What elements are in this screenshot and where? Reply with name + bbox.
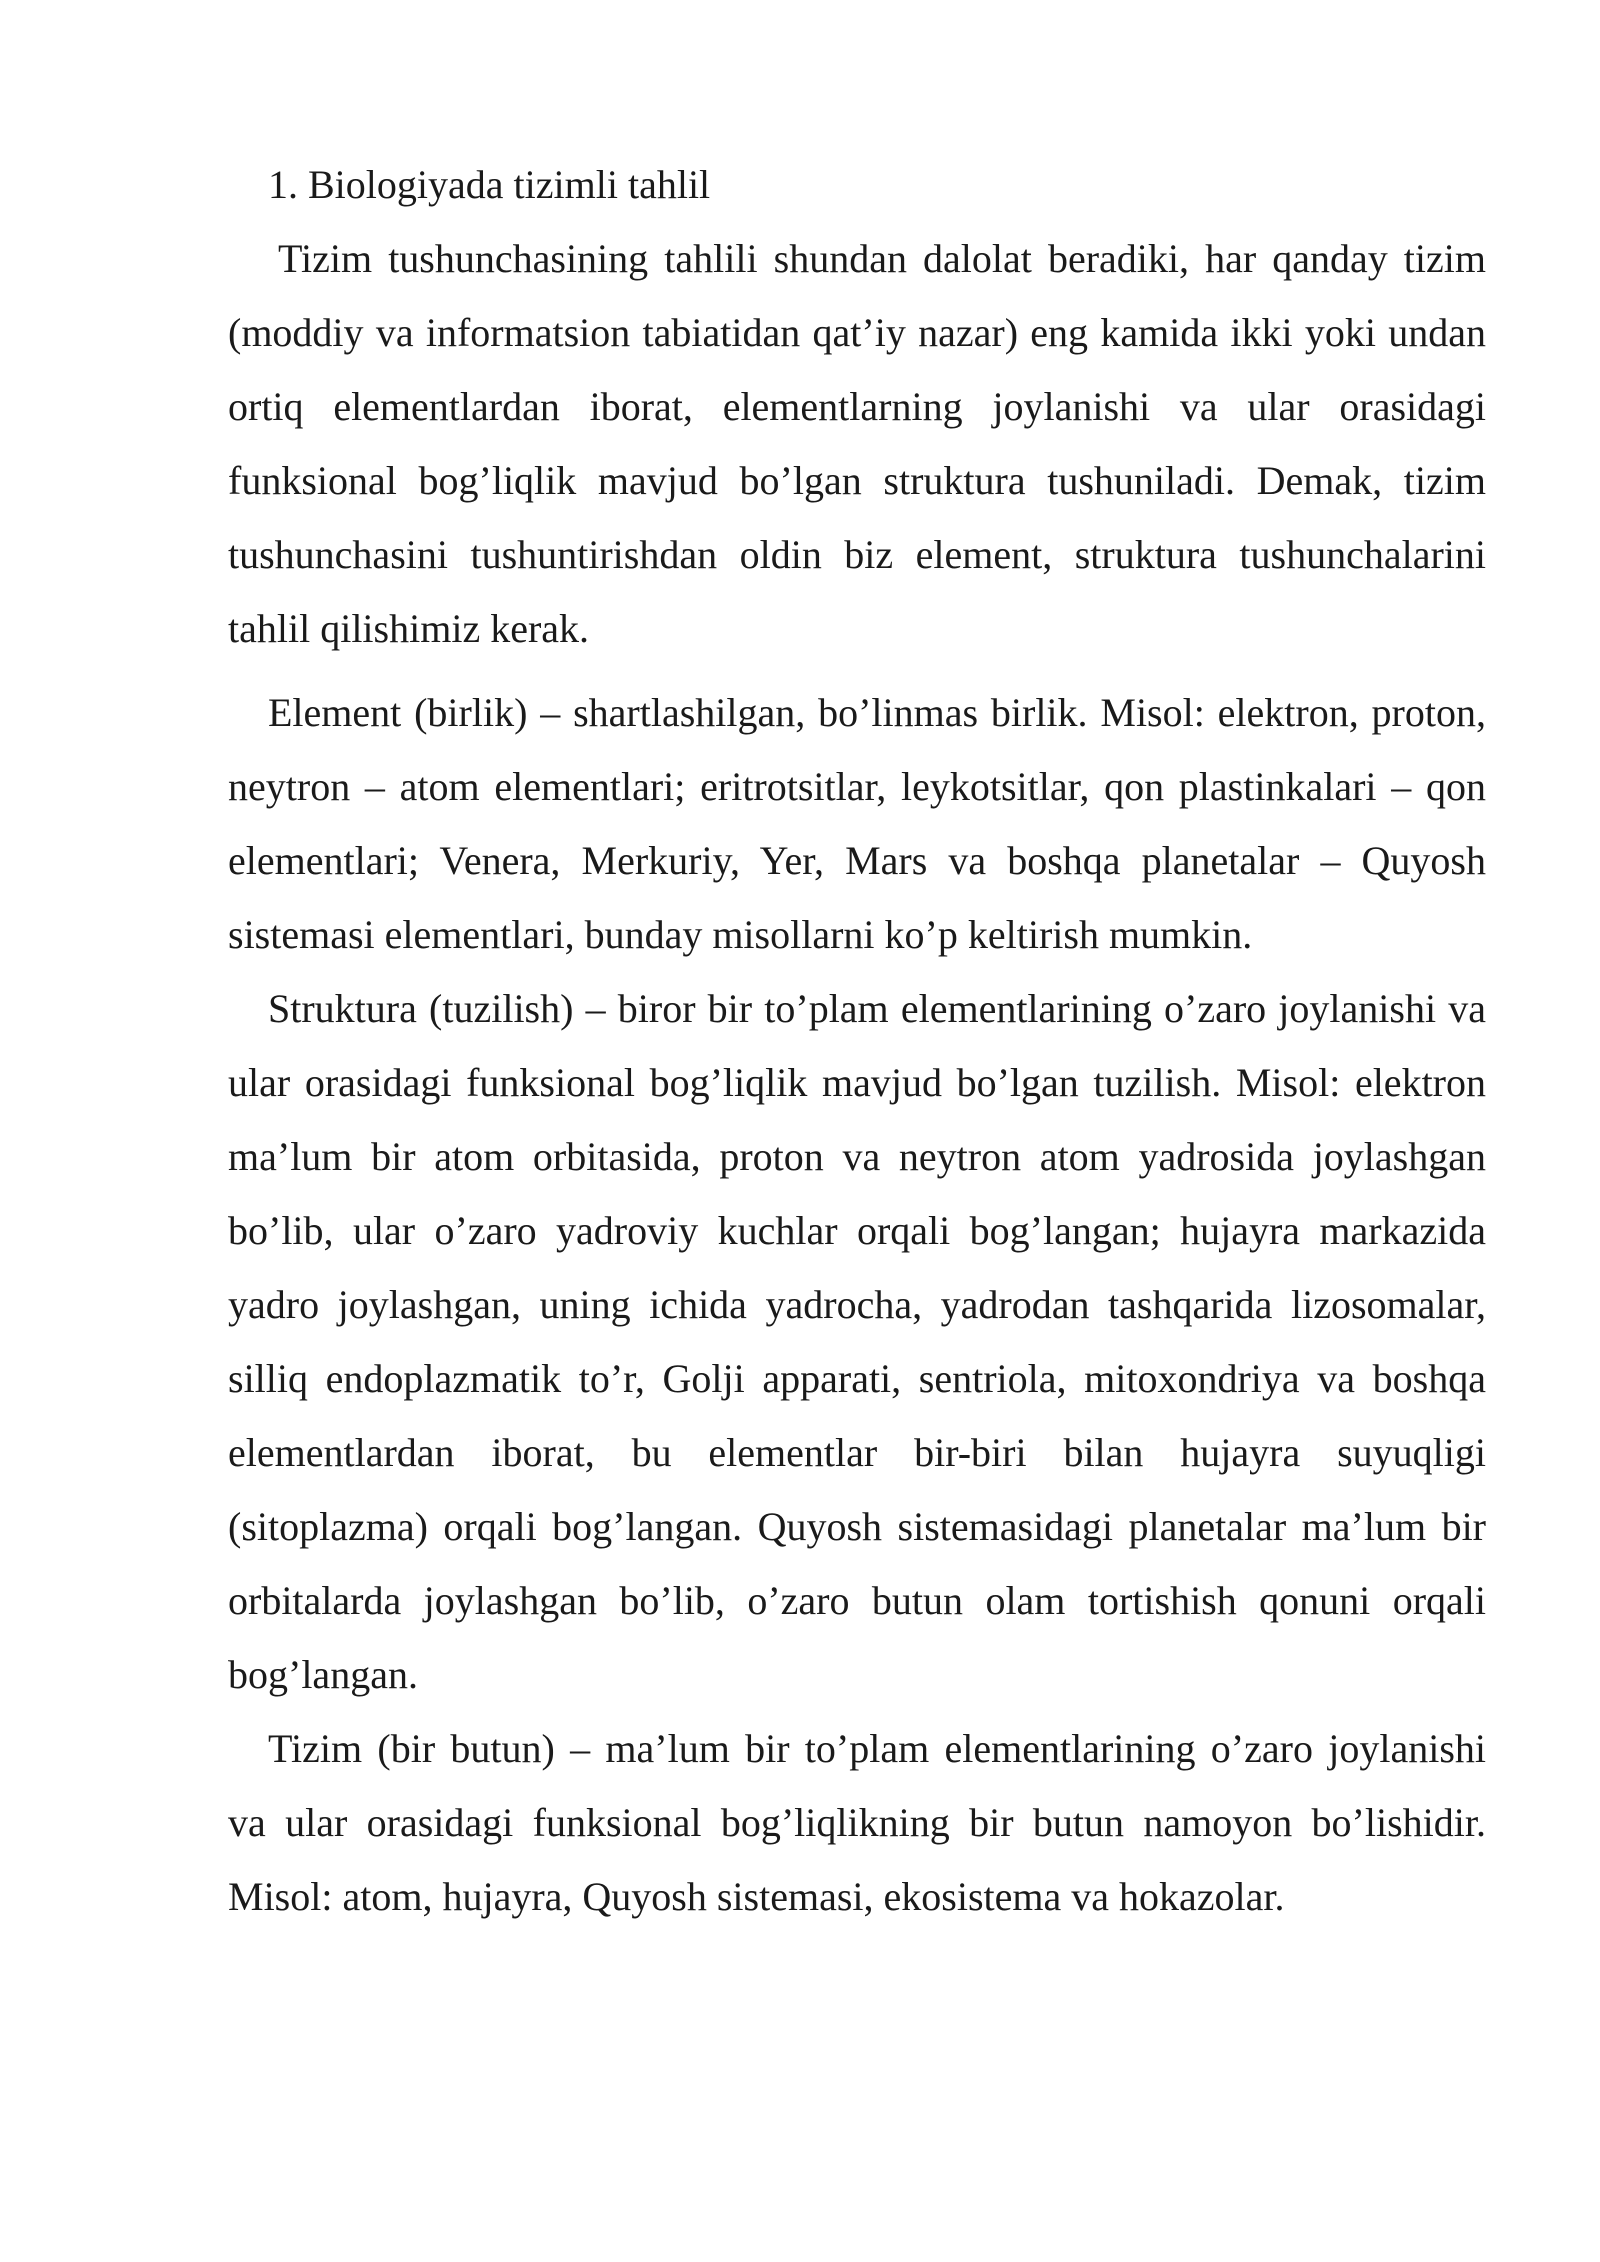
section-heading: 1. Biologiyada tizimli tahlil — [268, 162, 711, 207]
paragraph-system-concept: Tizim tushunchasining tahlili shundan dalolat beradiki, har qanday tizim (moddiy va informatsion tabiatidan qat’iy nazar) eng kamida ikki yoki undan ortiq elementlardan iborat, elementlarning joylanishi va ular orasidagi funksional bog’liqlik mavjud bo’lgan struktura tushuniladi. Demak, tizim tushunchasini tushuntirishdan oldin biz element, struktura tushunchalarini tahlil qilishimiz kerak. — [228, 236, 1486, 651]
paragraph-system-definition: Tizim (bir butun) – ma’lum bir to’plam elementlarining o’zaro joylanishi va ular orasidagi funksional bog’liqlikning bir butun namoyon bo’lishidir. Misol: atom, hujayra, Quyosh sistemasi, ekosistema va hokazolar. — [228, 1726, 1486, 1919]
paragraph-structure-definition: Struktura (tuzilish) – biror bir to’plam elementlarining o’zaro joylanishi va ular orasidagi funksional bog’liqlik mavjud bo’lgan tuzilish. Misol: elektron ma’lum bir atom orbitasida, proton va neytron atom yadrosida joylashgan bo’lib, ular o’zaro yadroviy kuchlar orqali bog’langan; hujayra markazida yadro joylashgan, uning ichida yadrocha, yadrodan tashqarida lizosomalar, silliq endoplazmatik to’r, Golji apparati, sentriola, mitoxondriya va boshqa elementlardan iborat, bu elementlar bir-biri bilan hujayra suyuqligi (sitoplazma) orqali bog’langan. Quyosh sistemasidagi planetalar ma’lum bir orbitalarda joylashgan bo’lib, o’zaro butun olam tortishish qonuni orqali bog’langan. — [228, 986, 1486, 1697]
paragraph-element-definition: Element (birlik) – shartlashilgan, bo’linmas birlik. Misol: elektron, proton, neytron – atom elementlari; eritrotsitlar, leykotsitlar, qon plastinkalari – qon elementlari; Venera, Merkuriy, Yer, Mars va boshqa planetalar – Quyosh sistemasi elementlari, bunday misollarni ko’p keltirish mumkin. — [228, 690, 1486, 957]
page-content — [228, 148, 1486, 1934]
